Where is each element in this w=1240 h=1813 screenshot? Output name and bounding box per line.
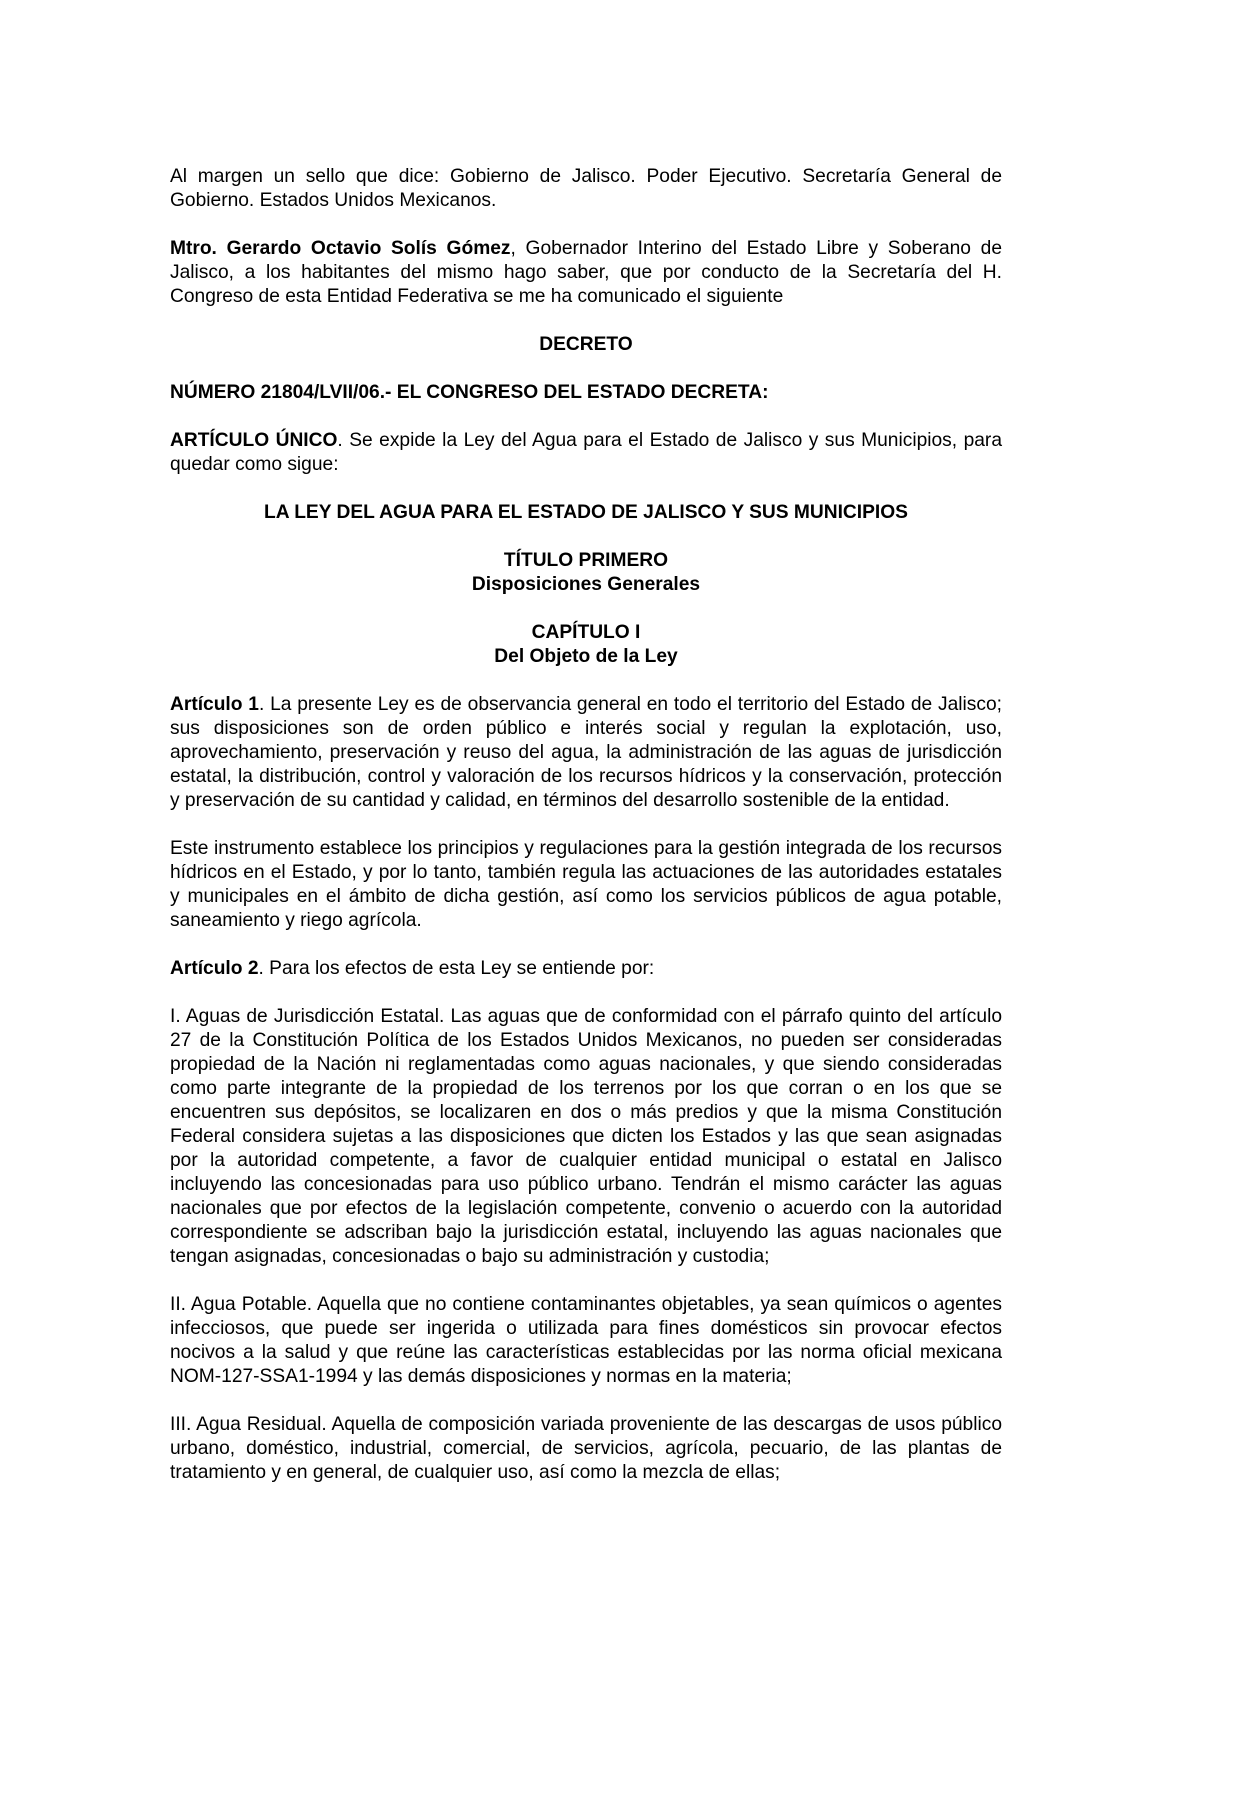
seal-note: Al margen un sello que dice: Gobierno de Jalisco. Poder Ejecutivo. Secretaría General de Gobierno. Estados Unidos Mexicanos. (170, 166, 1002, 211)
single-article-label: ARTÍCULO ÚNICO (170, 430, 338, 451)
titulo-name: Disposiciones Generales (471, 574, 701, 595)
document-page (170, 165, 1002, 1509)
article-2-text: . Para los efectos de esta Ley se entiende por: (258, 958, 655, 979)
single-article-text: . Se expide la Ley del Agua para el Estado de Jalisco y sus Municipios, para quedar como sigue: (170, 430, 1002, 475)
titulo-heading (170, 549, 1002, 597)
governor-paragraph (170, 237, 1002, 309)
single-article (170, 429, 1002, 477)
law-title: LA LEY DEL AGUA PARA EL ESTADO DE JALISCO Y SUS MUNICIPIOS (264, 502, 908, 523)
article-1-text: . La presente Ley es de observancia general en todo el territorio del Estado de Jalisco; sus disposiciones son de orden público e interés social y regulan la explotación, uso, aprovechamiento, preservación y reuso del agua, la administración de las aguas de jurisdicción estatal, la distribución, control y valoración de los recursos hídricos y la conservación, protección y preservación de su cantidad y calidad, en términos del desarrollo sostenible de la entidad. (170, 694, 1002, 811)
definition-item: III. Agua Residual. Aquella de composición variada proveniente de las descargas de usos público urbano, doméstico, industrial, comercial, de servicios, agrícola, pecuario, de las plantas de tratamiento y en general, de cualquier uso, así como la mezcla de ellas; (170, 1414, 1002, 1483)
titulo-label: TÍTULO PRIMERO (503, 550, 669, 571)
decree-title: DECRETO (539, 334, 633, 355)
article-2-label: Artículo 2 (170, 958, 259, 979)
definition-item: I. Aguas de Jurisdicción Estatal. Las aguas que de conformidad con el párrafo quinto del artículo 27 de la Constitución Política de los Estados Unidos Mexicanos, no pueden ser consideradas propiedad de la Nación ni reglamentadas como aguas nacionales, y que siendo consideradas como parte integrante de la propiedad de los terrenos por los que corran o en los que se encuentren sus depósitos, se localizaren en dos o más predios y que la misma Constitución Federal considera sujetas a las disposiciones que dicten los Estados y las que sean asignadas por la autoridad competente, a favor de cualquier entidad municipal o estatal en Jalisco incluyendo las concesionadas para uso público urbano. Tendrán el mismo carácter las aguas nacionales que por efectos de la legislación competente, convenio o acuerdo con la autoridad correspondiente se adscriban bajo la jurisdicción estatal, incluyendo las aguas nacionales que tengan asignadas, concesionadas o bajo su administración y custodia; (170, 1006, 1002, 1267)
governor-name: Mtro. Gerardo Octavio Solís Gómez (170, 238, 511, 259)
capitulo-label: CAPÍTULO I (531, 622, 641, 643)
definition-item: II. Agua Potable. Aquella que no contiene contaminantes objetables, ya sean químicos o agentes infecciosos, que puede ser ingerida o utilizada para fines domésticos sin provocar efectos nocivos a la salud y que reúne las características establecidas por las norma oficial mexicana NOM-127-SSA1-1994 y las demás disposiciones y normas en la materia; (170, 1294, 1002, 1387)
capitulo-name: Del Objeto de la Ley (494, 646, 678, 667)
capitulo-heading (170, 621, 1002, 669)
article-1-paragraph-2: Este instrumento establece los principios y regulaciones para la gestión integrada de los recursos hídricos en el Estado, y por lo tanto, también regula las actuaciones de las autoridades estatales y municipales en el ámbito de dicha gestión, así como los servicios públicos de agua potable, saneamiento y riego agrícola. (170, 838, 1002, 931)
decree-number: NÚMERO 21804/LVII/06.- EL CONGRESO DEL ESTADO DECRETA: (170, 382, 769, 403)
article-1-label: Artículo 1 (170, 694, 259, 715)
article-2 (170, 957, 1002, 981)
governor-text: , Gobernador Interino del Estado Libre y Soberano de Jalisco, a los habitantes del mismo hago saber, que por conducto de la Secretaría del H. Congreso de esta Entidad Federativa se me ha comunicado el siguiente (170, 238, 1002, 307)
article-1 (170, 693, 1002, 813)
